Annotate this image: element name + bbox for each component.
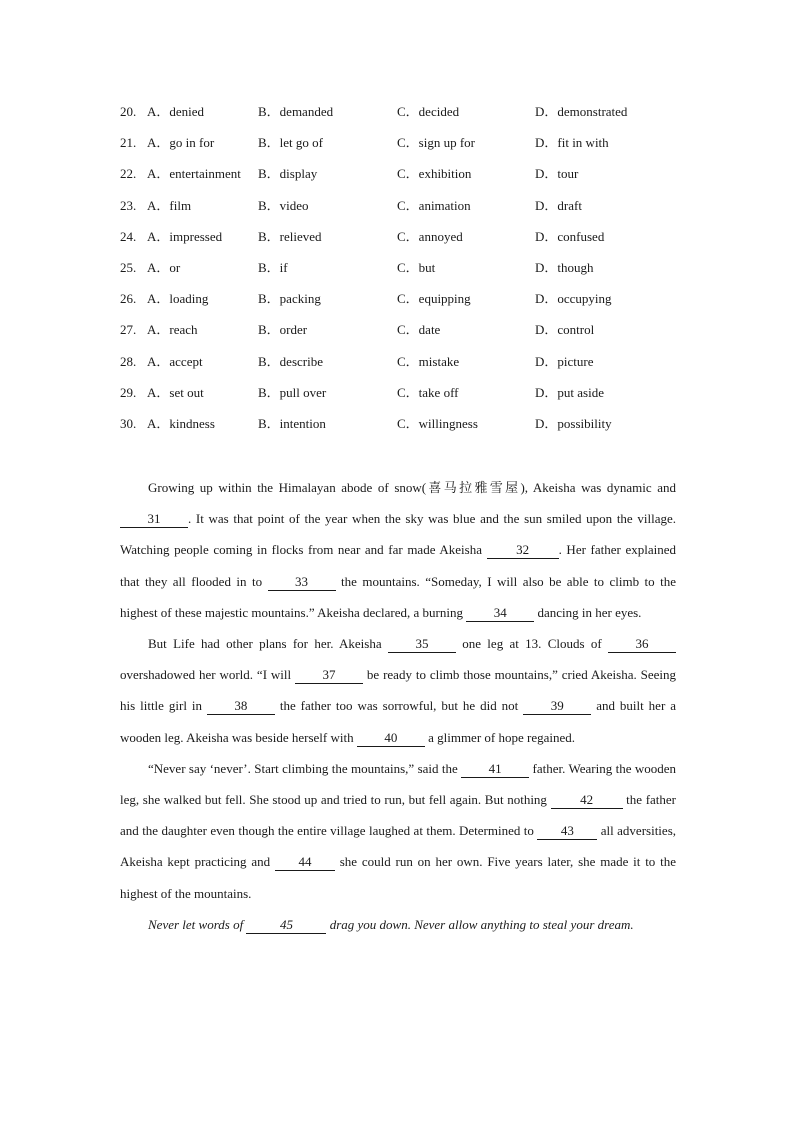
question-row [120,163,720,194]
blank-37[interactable]: 37 [295,667,363,684]
option-d[interactable]: D．demonstrated [535,104,628,119]
question-row [120,226,720,257]
question-row [120,132,720,163]
option-b[interactable]: B．let go of [258,135,323,151]
option-d[interactable]: D．fit in with [535,135,609,151]
option-b[interactable]: B．demanded [258,104,334,119]
blank-31[interactable]: 31 [120,511,188,528]
option-b[interactable]: B．intention [258,415,326,431]
option-b[interactable]: B．video [258,197,309,213]
question-number: 20. [120,104,137,119]
blank-33[interactable]: 33 [268,574,336,591]
option-a[interactable]: A．reach [147,322,198,338]
option-b[interactable]: B．pull over [258,384,327,400]
option-d[interactable]: D．though [535,259,594,275]
blank-35[interactable]: 35 [388,636,456,653]
option-c[interactable]: C．decided [397,104,460,119]
option-b[interactable]: B．order [258,322,308,338]
option-d[interactable]: D．control [535,322,595,338]
option-c[interactable]: C．animation [397,197,471,213]
option-c[interactable]: C．willingness [397,415,478,431]
option-a[interactable]: A．impressed [147,228,223,244]
blank-43[interactable]: 43 [537,823,597,840]
option-c[interactable]: C．annoyed [397,228,463,244]
question-number: 25. [120,259,137,275]
blank-39[interactable]: 39 [523,698,591,715]
option-c[interactable]: C．exhibition [397,166,472,182]
paragraph-1: Growing up within the Himalayan abode of snow(喜马拉雅雪屋), Akeisha was dynamic and 31 . It was that point of the year when the sky was blue and the sun smiled upon the village. Watching people coming in flocks from near and far made Akeisha 32 . Her father explained that they all flooded in to 33 the mountains. “Someday, I will also be able to climb to the highest of these majestic mountains.” Akeisha declared, a burning 34 dancing in her eyes. [120,480,676,620]
cloze-passage [120,472,676,940]
paragraph-3: “Never say ‘never’. Start climbing the mountains,” said the 41 father. Wearing the wooden leg, she walked but fell. She stood up and tried to run, but fell again. But nothing 42 the father and the daughter even though the entire village laughed at them. Determined to 43 all adversities, Akeisha kept practicing and 44 she could run on her own. Five years later, she made it to the highest of the mountains. [120,760,677,901]
question-number: 27. [120,322,137,338]
option-a[interactable]: A．loading [147,291,209,307]
option-c[interactable]: C．date [397,322,441,338]
question-number: 26. [120,291,137,307]
question-number: 21. [120,135,137,151]
blank-32[interactable]: 32 [487,542,559,559]
option-b[interactable]: B．relieved [258,228,322,244]
question-row [120,195,720,226]
option-b[interactable]: B．display [258,166,318,182]
option-c[interactable]: C．take off [397,384,459,400]
question-row [120,101,720,132]
option-a[interactable]: A．denied [147,104,205,119]
option-b[interactable]: B．describe [258,353,323,369]
option-a[interactable]: A．set out [147,384,204,400]
paragraph-4-moral: Never let words of 45 drag you down. Never allow anything to steal your dream. [148,916,634,932]
question-row [120,288,720,319]
option-c[interactable]: C．sign up for [397,135,476,151]
blank-38[interactable]: 38 [207,698,275,715]
question-number: 24. [120,228,137,244]
option-d[interactable]: D．tour [535,166,579,182]
question-row [120,257,720,288]
question-row [120,351,720,382]
option-a[interactable]: A．entertainment [147,166,241,182]
paragraph-2: But Life had other plans for her. Akeisha 35 one leg at 13. Clouds of 36 overshadowed her world. “I will 37 be ready to climb those mountains,” cried Akeisha. Seeing his little girl in 38 the father too was sorrowful, but he did not 39 and built her a wooden leg. Akeisha was beside herself with 40 a glimmer of hope regained. [120,636,676,745]
question-number: 22. [120,166,137,182]
answer-options-list [120,101,720,444]
option-c[interactable]: C．equipping [397,291,471,307]
option-d[interactable]: D．picture [535,353,594,369]
option-d[interactable]: D．occupying [535,291,612,307]
blank-36[interactable]: 36 [608,636,676,653]
option-c[interactable]: C．mistake [397,353,460,369]
option-b[interactable]: B．packing [258,291,321,307]
blank-45[interactable]: 45 [246,917,326,934]
question-number: 30. [120,415,137,431]
option-d[interactable]: D．confused [535,228,605,244]
option-a[interactable]: A．accept [147,353,203,369]
option-b[interactable]: B．if [258,259,288,275]
option-d[interactable]: D．put aside [535,384,604,400]
option-a[interactable]: A．kindness [147,415,215,431]
question-row [120,382,720,413]
option-d[interactable]: D．draft [535,197,582,213]
blank-41[interactable]: 41 [461,761,529,778]
option-a[interactable]: A．or [147,259,181,275]
option-a[interactable]: A．film [147,197,192,213]
question-number: 29. [120,384,137,400]
option-a[interactable]: A．go in for [147,135,215,151]
option-d[interactable]: D．possibility [535,415,612,431]
question-row [120,319,720,350]
blank-44[interactable]: 44 [275,854,335,871]
blank-34[interactable]: 34 [466,605,534,622]
blank-42[interactable]: 42 [551,792,623,809]
question-number: 28. [120,353,137,369]
blank-40[interactable]: 40 [357,730,425,747]
option-c[interactable]: C．but [397,259,436,275]
question-row [120,413,720,444]
question-number: 23. [120,197,137,213]
